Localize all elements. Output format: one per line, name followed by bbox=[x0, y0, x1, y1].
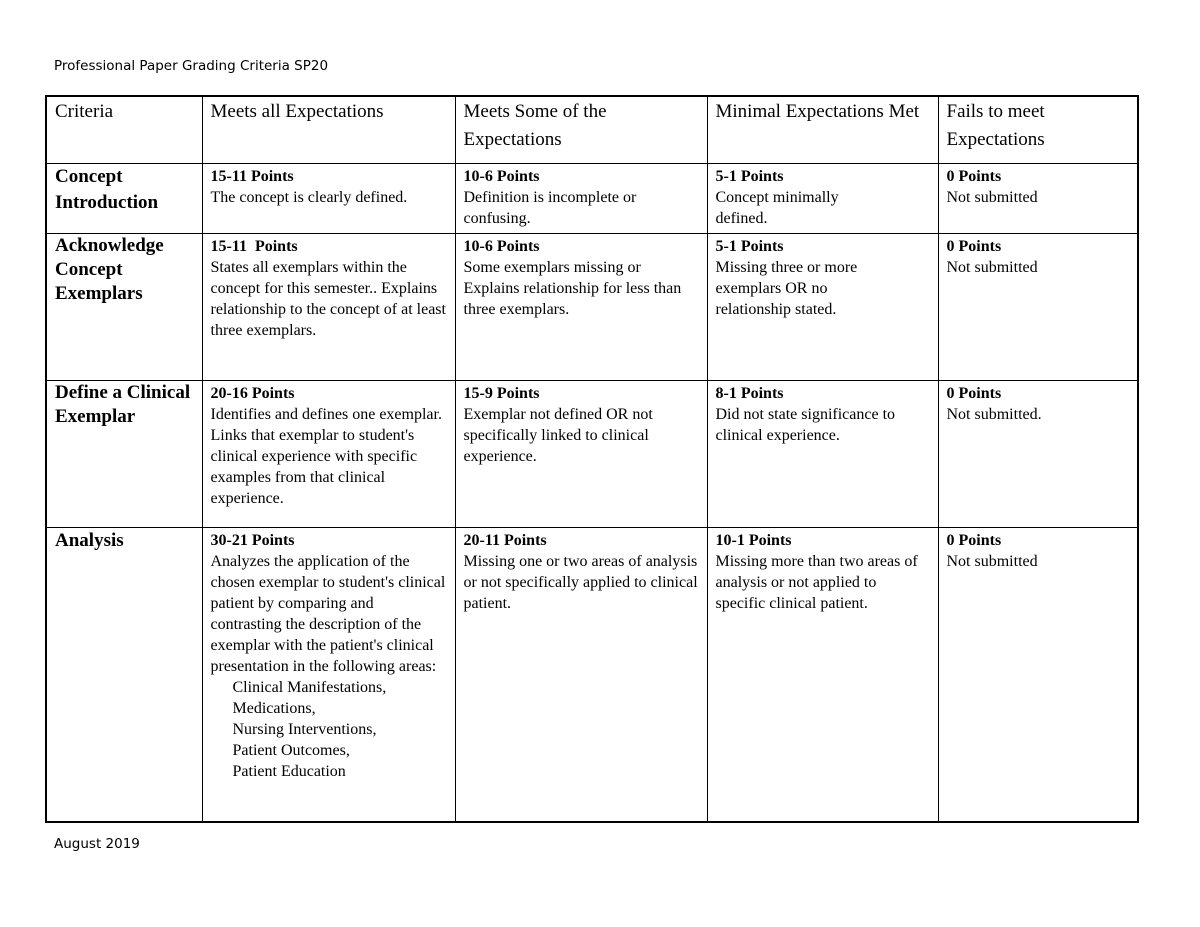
points-label: 30-21 Points bbox=[210, 531, 295, 549]
analysis-area: Clinical Manifestations, bbox=[232, 678, 387, 696]
header-meets-all: Meets all Expectations bbox=[202, 96, 455, 163]
rubric-cell bbox=[455, 233, 707, 380]
rubric-cell bbox=[707, 163, 938, 233]
cell-description: Analyzes the application of the chosen exemplar to student's clinical patient by comparing and contrasting the description of the exemplar with the patient's clinical presentation in the following areas: bbox=[210, 552, 446, 675]
document-header: Professional Paper Grading Criteria SP20 bbox=[54, 58, 329, 74]
header-fails: Fails to meet Expectations bbox=[938, 96, 1138, 163]
rubric-cell bbox=[938, 163, 1138, 233]
cell-description: Not submitted bbox=[946, 552, 1038, 570]
rubric-cell bbox=[202, 380, 455, 527]
rubric-cell bbox=[455, 527, 707, 822]
cell-description: Not submitted bbox=[946, 258, 1038, 276]
rubric-cell bbox=[938, 527, 1138, 822]
cell-description: Exemplar not defined OR not specifically linked to clinical experience. bbox=[463, 405, 653, 465]
cell-description: Not submitted. bbox=[946, 405, 1042, 423]
grading-rubric-table bbox=[45, 95, 1139, 823]
rubric-cell bbox=[455, 163, 707, 233]
points-label: 8-1 Points bbox=[715, 384, 784, 402]
rubric-cell bbox=[202, 163, 455, 233]
cell-description: Missing more than two areas of analysis or not applied to specific clinical patient. bbox=[715, 552, 918, 612]
points-label: 10-6 Points bbox=[463, 167, 540, 185]
table-row bbox=[46, 527, 1138, 822]
rubric-cell bbox=[938, 233, 1138, 380]
table-row bbox=[46, 233, 1138, 380]
rubric-cell bbox=[938, 380, 1138, 527]
rubric-cell bbox=[202, 233, 455, 380]
rubric-cell bbox=[707, 233, 938, 380]
criteria-cell: Acknowledge Concept Exemplars bbox=[46, 233, 202, 380]
cell-description: Some exemplars missing or Explains relationship for less than three exemplars. bbox=[463, 258, 682, 318]
rubric-cell bbox=[707, 527, 938, 822]
cell-description: Not submitted bbox=[946, 188, 1038, 206]
points-label: 15-9 Points bbox=[463, 384, 540, 402]
points-label: 0 Points bbox=[946, 531, 1002, 549]
table-row bbox=[46, 163, 1138, 233]
analysis-area: Nursing Interventions, bbox=[232, 720, 377, 738]
analysis-area: Patient Outcomes, bbox=[232, 741, 350, 759]
table-row bbox=[46, 380, 1138, 527]
points-label: 0 Points bbox=[946, 384, 1002, 402]
rubric-cell bbox=[202, 527, 455, 822]
points-label: 20-16 Points bbox=[210, 384, 295, 402]
rubric-cell bbox=[707, 380, 938, 527]
table-header-row bbox=[46, 96, 1138, 163]
points-label: 15-11 Points bbox=[210, 167, 294, 185]
cell-description: Identifies and defines one exemplar. Links that exemplar to student's clinical experience with specific examples from that clinical experience. bbox=[210, 405, 442, 507]
cell-description: Missing three or more exemplars OR no relationship stated. bbox=[715, 258, 858, 318]
header-criteria: Criteria bbox=[46, 96, 202, 163]
points-label: 0 Points bbox=[946, 237, 1002, 255]
criteria-cell: Analysis bbox=[46, 527, 202, 822]
rubric-cell bbox=[455, 380, 707, 527]
points-label: 5-1 Points bbox=[715, 167, 784, 185]
cell-description: The concept is clearly defined. bbox=[210, 188, 408, 206]
analysis-area: Medications, bbox=[232, 699, 316, 717]
criteria-cell: Concept Introduction bbox=[46, 163, 202, 233]
cell-description: Did not state significance to clinical experience. bbox=[715, 405, 896, 444]
header-meets-some: Meets Some of the Expectations bbox=[455, 96, 707, 163]
cell-description: States all exemplars within the concept for this semester.. Explains relationship to the concept of at least three exemplars. bbox=[210, 258, 446, 339]
points-label: 15-11 Points bbox=[210, 237, 298, 255]
points-label: 20-11 Points bbox=[463, 531, 547, 549]
document-footer: August 2019 bbox=[54, 836, 140, 852]
points-label: 0 Points bbox=[946, 167, 1002, 185]
header-minimal: Minimal Expectations Met bbox=[707, 96, 938, 163]
cell-description: Definition is incomplete or confusing. bbox=[463, 188, 637, 227]
points-label: 5-1 Points bbox=[715, 237, 784, 255]
points-label: 10-6 Points bbox=[463, 237, 540, 255]
analysis-area: Patient Education bbox=[232, 762, 346, 780]
cell-description: Concept minimally defined. bbox=[715, 188, 839, 227]
criteria-cell: Define a Clinical Exemplar bbox=[46, 380, 202, 527]
points-label: 10-1 Points bbox=[715, 531, 792, 549]
cell-description: Missing one or two areas of analysis or not specifically applied to clinical patient. bbox=[463, 552, 698, 612]
